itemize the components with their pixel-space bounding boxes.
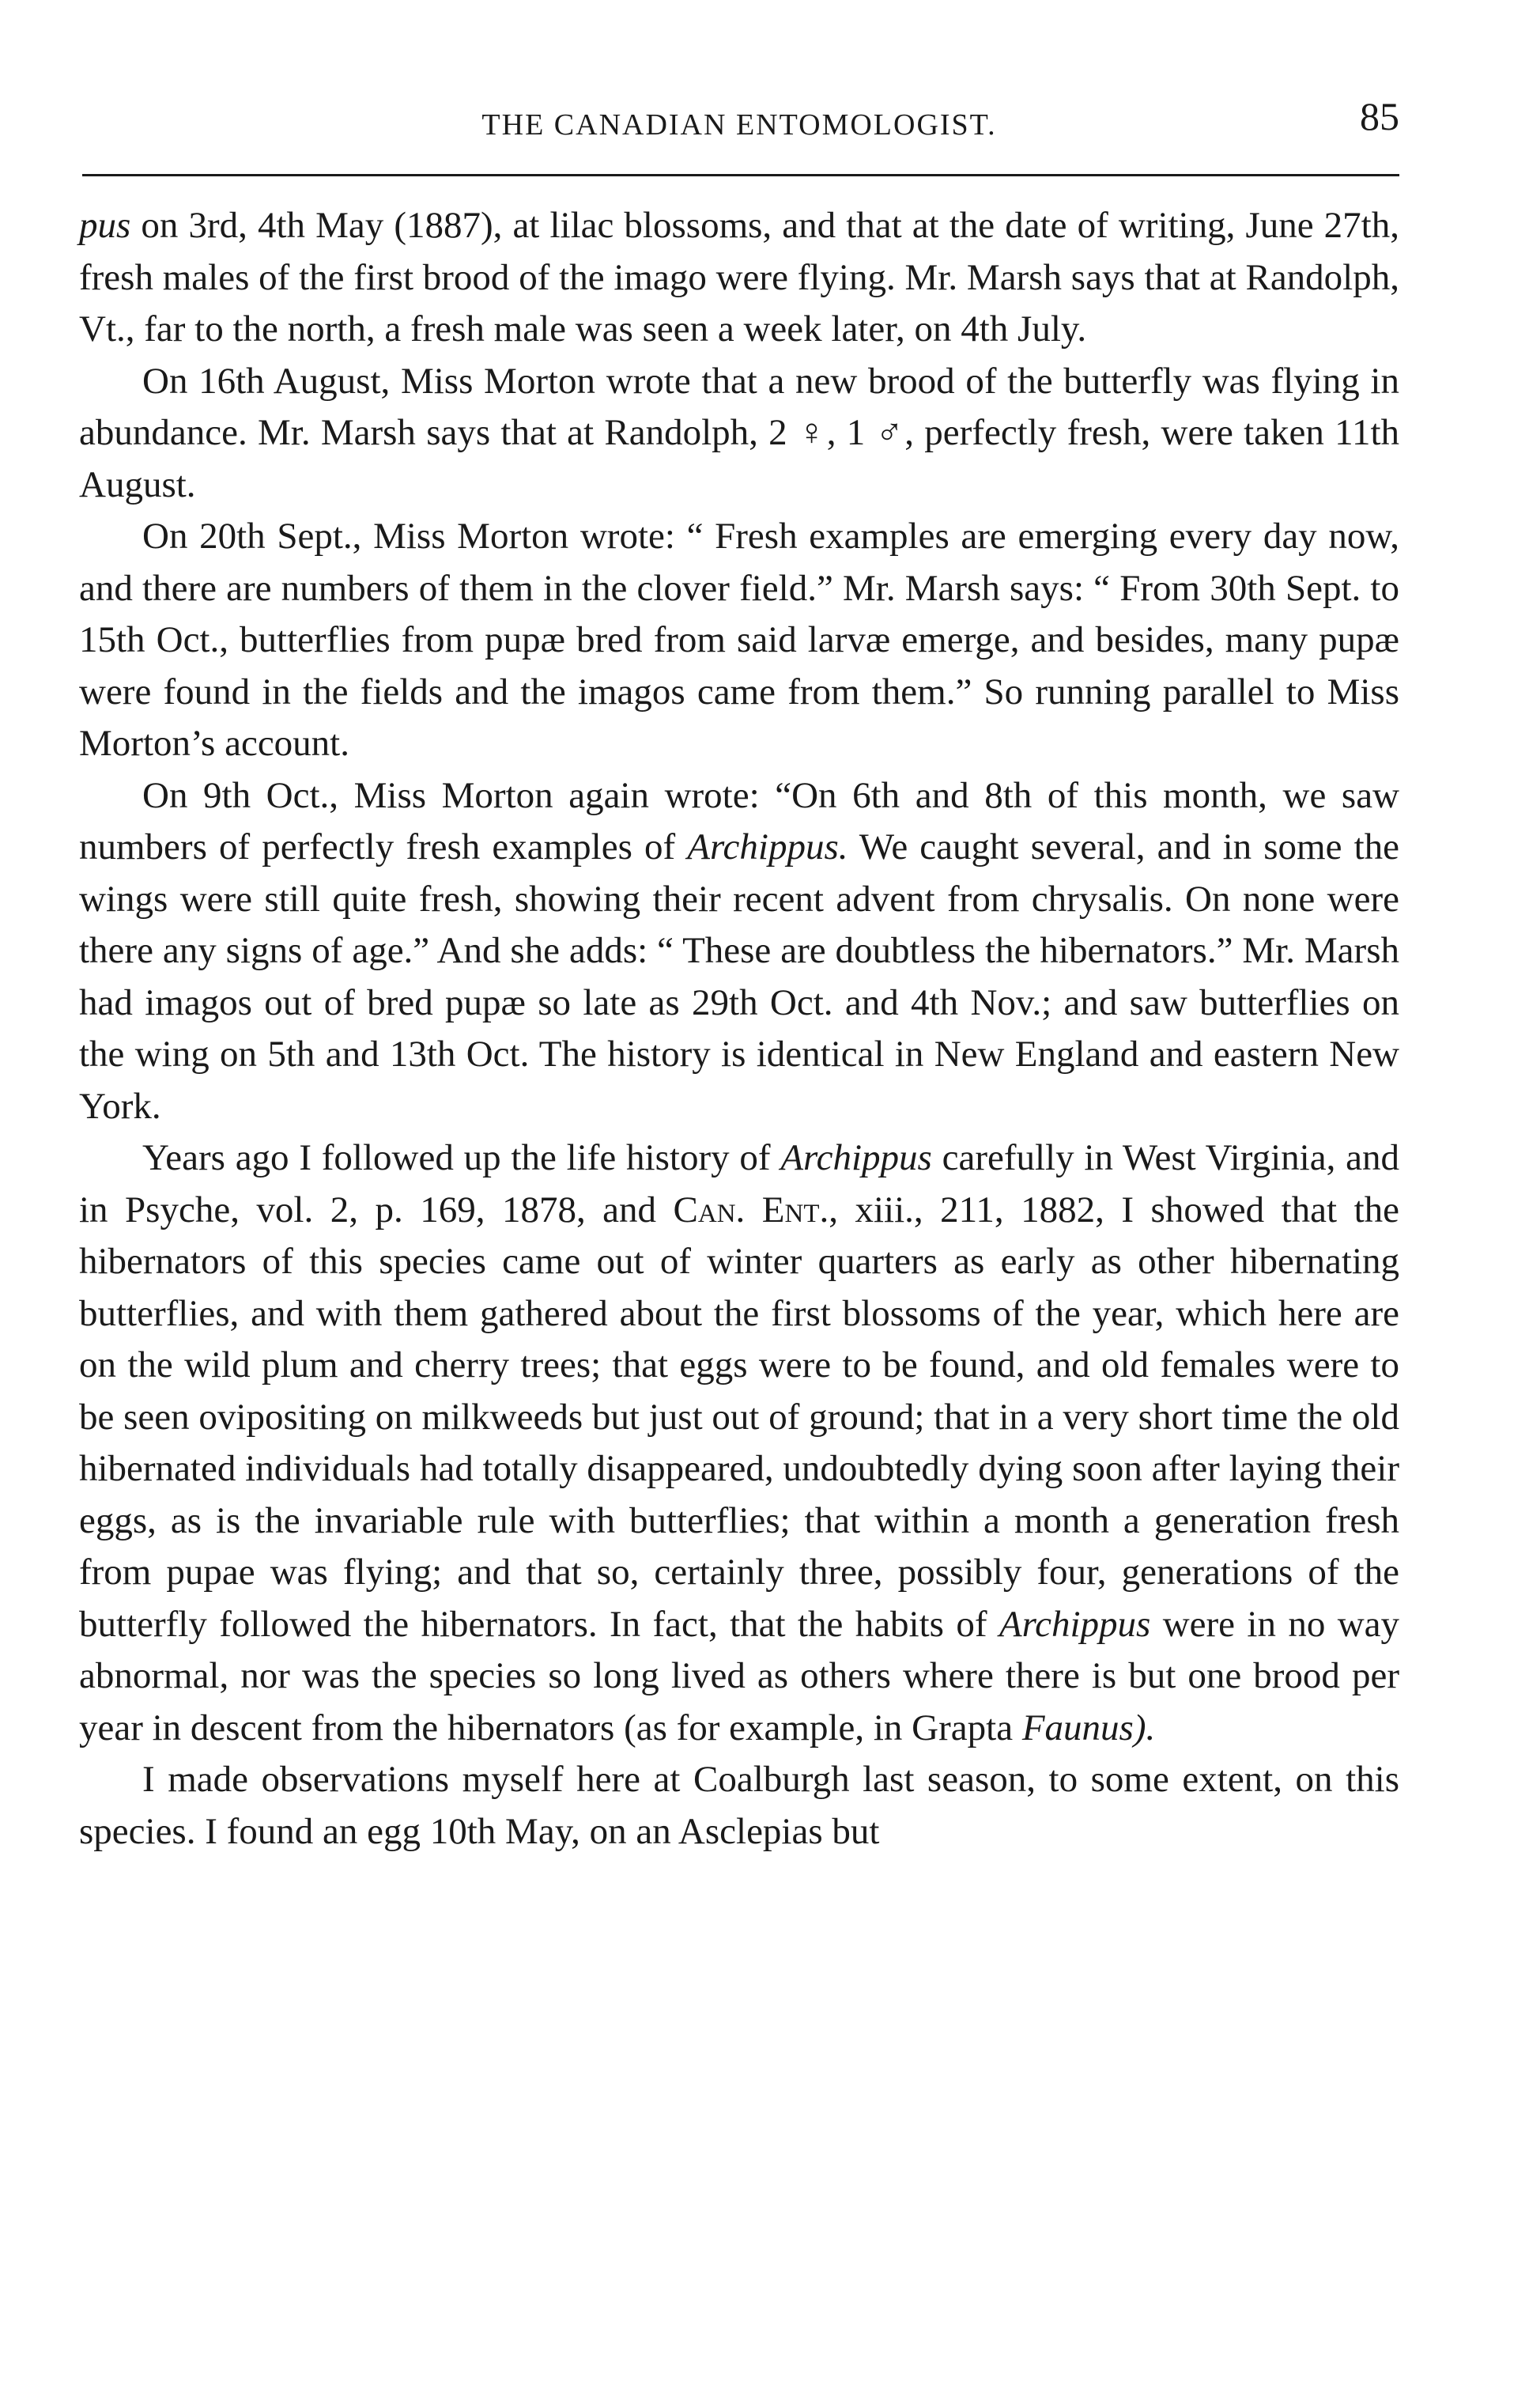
text-run: on 3rd, 4th May (1887), at lilac blossoms, and that at the date of writing, June 27th, fresh males of the first brood of the imago were flying. Mr. Marsh says that at Randolph, Vt., far to the north, a fresh male was seen a week later, on 4th July. <box>79 205 1399 350</box>
text-run: We caught several, and in some the wings were still quite fresh, showing their recent advent from chrysalis. On none were there any signs of age.” And she adds: “ These are doubtless the hibernators.” Mr. Marsh had imagos out of bred pupæ so late as 29th Oct. and 4th Nov.; and saw butterflies on the wing on 5th and 13th Oct. The history is identical in New England and eastern New York. <box>79 826 1400 1127</box>
italic-text: Archippus <box>780 1137 932 1178</box>
text-run: , xiii., 211, 1882, I showed that the hibernators of this species came out of winter quarters as early as other hibernating butterflies, and with them gathered about the first blossoms of the year, which here are on the wild plum and cherry trees; that eggs were to be found, and old females were to be seen ovipositing on milkweeds but just out of ground; that in a very short time the old hibernated individuals had totally disappeared, undoubtedly dying soon after laying their eggs, as is the invariable rule with butterflies; that within a month a generation fresh from pupae was flying; and that so, certainly three, possibly four, generations of the butterfly followed the hibernators. In fact, that the habits of <box>79 1189 1399 1645</box>
italic-text: Faunus). <box>1021 1707 1156 1748</box>
text-run: were in no way abnormal, nor was the species so long lived as others where there is but one brood per year in descent from the hibernators (as for example, in Grapta <box>79 1603 1400 1748</box>
paragraph <box>79 511 1399 770</box>
italic-text: Archippus <box>999 1603 1151 1645</box>
italic-text: pus <box>79 205 131 246</box>
text-run: Years ago I followed up the life history of <box>142 1137 781 1178</box>
paragraph <box>79 770 1399 1133</box>
document-page <box>79 93 1399 1858</box>
text-run: On 20th Sept., Miss Morton wrote: “ Fresh examples are emerging every day now, and there are numbers of them in the clover field.” Mr. Marsh says: “ From 30th Sept. to 15th Oct., butterflies from pupæ bred from said larvæ emerge, and besides, many pupæ were found in the fields and the imagos came from them.” So running parallel to Miss Morton’s account. <box>79 516 1399 764</box>
paragraph <box>79 1132 1399 1754</box>
paragraph <box>79 356 1399 512</box>
text-run: On 16th August, Miss Morton wrote that a new brood of the butterfly was flying in abundance. Mr. Marsh says that at Randolph, 2 ♀, 1 ♂, perfectly fresh, were taken 11th August. <box>79 360 1399 505</box>
paragraph <box>79 200 1399 356</box>
small-caps-text: Can. Ent. <box>673 1189 829 1230</box>
running-head <box>79 93 1399 164</box>
page-number: 85 <box>1360 94 1399 138</box>
text-run: carefully in West Virginia, and in Psyche, vol. 2, p. 169, 1878, and <box>79 1137 1399 1230</box>
body-text <box>79 200 1399 1858</box>
header-rule <box>82 174 1399 176</box>
paragraph <box>79 1754 1399 1858</box>
text-run: On 9th Oct., Miss Morton again wrote: “On 6th and 8th of this month, we saw numbers of perfectly fresh examples of <box>79 774 1399 868</box>
italic-text: Archippus. <box>687 826 848 868</box>
journal-title: THE CANADIAN ENTOMOLOGIST. <box>481 108 997 142</box>
text-run: I made observations myself here at Coalburgh last season, to some extent, on this species. I found an egg 10th May, on an Asclepias but <box>79 1759 1399 1852</box>
